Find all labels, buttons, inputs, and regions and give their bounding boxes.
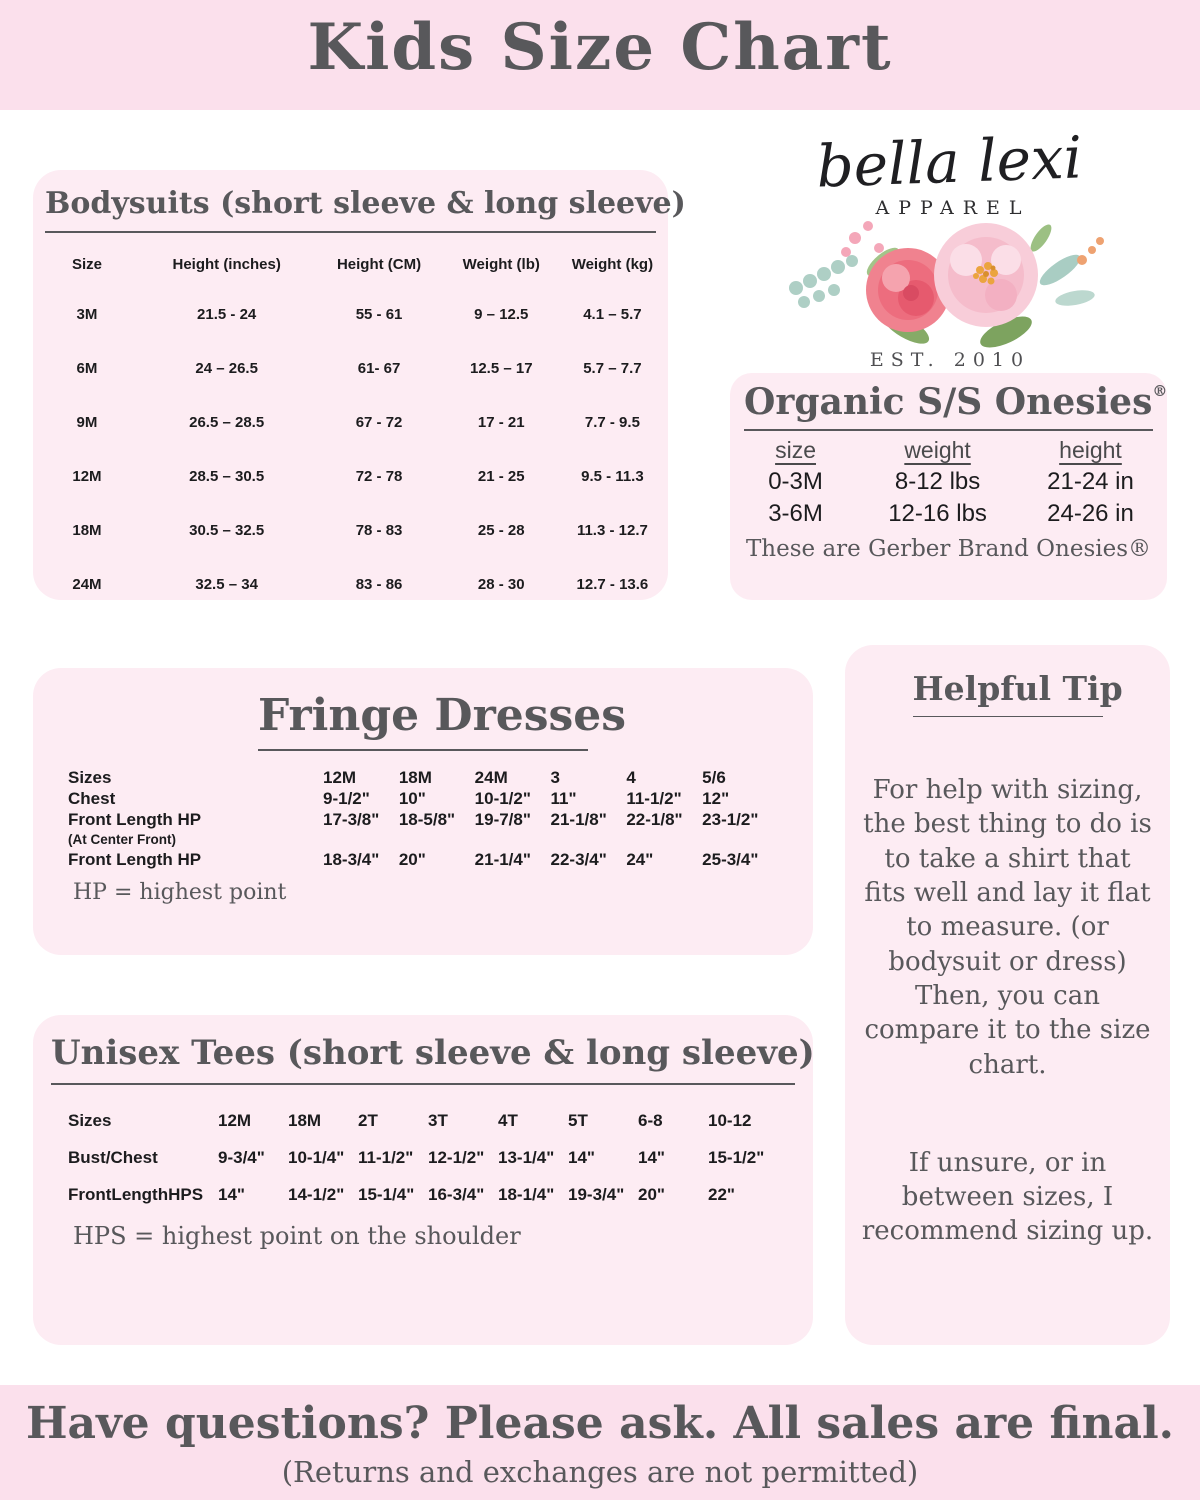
row-label: Front Length HP xyxy=(68,810,202,829)
table-cell: 22-3/4" xyxy=(550,850,607,869)
table-cell: 9M xyxy=(76,413,98,431)
table-cell: 18-3/4" xyxy=(323,850,380,869)
table-cell: 30.5 – 32.5 xyxy=(189,521,265,539)
table-row xyxy=(68,830,778,849)
fringe-dresses-section xyxy=(33,668,813,955)
table-cell: 83 - 86 xyxy=(355,575,403,593)
table-cell: 4T xyxy=(498,1111,518,1130)
table-cell: 3 xyxy=(550,768,560,787)
helpful-tip-paragraph: If unsure, or in between sizes, I recommend sizing up. xyxy=(861,1147,1154,1247)
table-cell: 12" xyxy=(702,789,730,808)
table-cell: 24M xyxy=(72,575,102,593)
bodysuits-section xyxy=(33,170,686,600)
bodysuits-table xyxy=(33,241,668,611)
registered-mark: ® xyxy=(1152,382,1168,400)
footer-submessage: (Returns and exchanges are not permitted) xyxy=(281,1455,919,1489)
helpful-tip-title: Helpful Tip xyxy=(913,669,1103,717)
column-header: Height (inches) xyxy=(172,255,281,273)
table-cell: 11.3 - 12.7 xyxy=(576,521,648,539)
table-cell: 14" xyxy=(568,1148,595,1167)
table-cell: 22" xyxy=(708,1185,735,1204)
table-cell: 23-1/2" xyxy=(702,810,759,829)
table-cell: 11-1/2" xyxy=(358,1148,414,1167)
table-cell: 19-3/4" xyxy=(568,1185,625,1204)
table-cell: 7.7 - 9.5 xyxy=(584,413,640,431)
table-cell: 26.5 – 28.5 xyxy=(189,413,265,431)
flower-illustration xyxy=(789,221,1104,354)
fringe-note: HP = highest point xyxy=(73,880,287,905)
table-cell: 12-1/2" xyxy=(428,1148,485,1167)
table-cell: 18-1/4" xyxy=(498,1185,555,1204)
tees-table xyxy=(68,1111,778,1205)
table-cell: 18M xyxy=(398,768,432,787)
onesies-note: These are Gerber Brand Onesies® xyxy=(745,536,1152,562)
table-cell: 12-16 lbs xyxy=(888,500,987,527)
table-cell: 14" xyxy=(218,1185,245,1204)
table-cell: 12.5 – 17 xyxy=(470,359,533,377)
table-row xyxy=(68,788,778,809)
table-cell: 24-26 in xyxy=(1047,500,1134,527)
table-cell: 17-3/8" xyxy=(323,810,380,829)
helpful-tip-paragraph: For help with sizing, the best thing to do is to take a shirt that fits well and lay it flat to measure. (or bodysuit or dress) Then, you can compare it to the size chart. xyxy=(863,775,1152,1080)
fringe-title: Fringe Dresses xyxy=(258,690,588,751)
column-header: Weight (kg) xyxy=(571,255,654,273)
table-cell: 14-1/2" xyxy=(288,1185,345,1204)
row-label: Sizes xyxy=(68,1111,112,1130)
table-cell: 5.7 – 7.7 xyxy=(583,359,642,377)
table-row xyxy=(68,1148,778,1168)
column-header: weight xyxy=(904,437,971,463)
table-cell: 5T xyxy=(568,1111,588,1130)
table-cell: 10-1/4" xyxy=(288,1148,345,1167)
row-label: Sizes xyxy=(68,768,112,787)
table-cell: 22-1/8" xyxy=(626,810,683,829)
table-cell: 21-1/8" xyxy=(550,810,607,829)
row-label: Front Length HP xyxy=(68,850,202,869)
table-cell: 21.5 - 24 xyxy=(197,305,257,323)
table-cell: 17 - 21 xyxy=(477,413,525,431)
tees-note: HPS = highest point on the shoulder xyxy=(73,1222,521,1250)
column-header: Size xyxy=(71,255,102,273)
table-cell: 21 - 25 xyxy=(477,467,525,485)
brand-name: bella lexi xyxy=(815,123,1084,201)
table-row xyxy=(68,809,778,830)
table-cell: 78 - 83 xyxy=(355,521,403,539)
table-cell: 10" xyxy=(398,789,426,808)
table-cell: 9.5 - 11.3 xyxy=(581,467,644,485)
table-cell: 6-8 xyxy=(638,1111,663,1130)
table-cell: 28 - 30 xyxy=(477,575,525,593)
table-row xyxy=(68,849,778,870)
fringe-table xyxy=(68,767,778,870)
column-header: Weight (lb) xyxy=(462,255,540,273)
table-cell: 21-1/4" xyxy=(474,850,531,869)
tees-title: Unisex Tees (short sleeve & long sleeve) xyxy=(51,1033,795,1085)
table-cell: 8-12 lbs xyxy=(894,468,981,495)
table-cell: 12M xyxy=(218,1111,252,1130)
table-cell: 24 – 26.5 xyxy=(195,359,258,377)
table-cell: 9 – 12.5 xyxy=(474,305,529,323)
table-cell: 18M xyxy=(72,521,102,539)
onesies-section xyxy=(730,373,1167,600)
table-cell: 12M xyxy=(323,768,357,787)
helpful-tip-section xyxy=(845,645,1170,1345)
table-cell: 10-1/2" xyxy=(474,789,531,808)
table-row xyxy=(68,1185,778,1205)
table-cell: 9-1/2" xyxy=(323,789,370,808)
table-cell: 25 - 28 xyxy=(477,521,525,539)
table-cell: 13-1/4" xyxy=(498,1148,555,1167)
table-cell: 19-7/8" xyxy=(474,810,531,829)
column-header: height xyxy=(1059,437,1122,463)
table-cell: 14" xyxy=(638,1148,665,1167)
table-cell: 18-5/8" xyxy=(398,810,456,829)
table-cell: 9-3/4" xyxy=(218,1148,265,1167)
table-cell: 10-12 xyxy=(708,1111,752,1130)
table-cell: 11-1/2" xyxy=(626,789,682,808)
table-cell: 12M xyxy=(72,467,102,485)
table-cell: 4 xyxy=(626,768,636,787)
table-cell: 67 - 72 xyxy=(355,413,403,431)
table-cell: 4.1 – 5.7 xyxy=(583,305,642,323)
row-label: (At Center Front) xyxy=(68,832,176,847)
brand-logo-graphic xyxy=(758,110,1143,375)
row-label: Bust/Chest xyxy=(68,1148,158,1167)
table-cell: 25-3/4" xyxy=(702,850,759,869)
brand-subtitle: APPAREL xyxy=(875,197,1031,219)
table-cell: 5/6 xyxy=(702,768,726,787)
table-cell: 15-1/2" xyxy=(708,1148,765,1167)
table-row xyxy=(68,767,778,788)
table-cell: 3M xyxy=(76,305,98,323)
brand-logo xyxy=(758,110,1143,375)
table-cell: 24M xyxy=(474,768,508,787)
table-cell: 28.5 – 30.5 xyxy=(189,467,265,485)
table-cell: 18M xyxy=(288,1111,322,1130)
table-cell: 12.7 - 13.6 xyxy=(576,575,649,593)
brand-established: EST. 2010 xyxy=(869,349,1031,371)
column-header: size xyxy=(775,437,816,463)
table-cell: 11" xyxy=(550,789,577,808)
table-cell: 6M xyxy=(76,359,98,377)
table-row xyxy=(68,1111,778,1131)
onesies-table xyxy=(730,437,1167,528)
row-label: FrontLengthHPS xyxy=(68,1185,204,1204)
table-cell: 55 - 61 xyxy=(355,305,403,323)
table-cell: 2T xyxy=(358,1111,378,1130)
row-label: Chest xyxy=(68,789,116,808)
table-cell: 0-3M xyxy=(768,468,823,495)
bodysuits-title: Bodysuits (short sleeve & long sleeve) xyxy=(45,186,656,233)
column-header: Height (CM) xyxy=(336,255,422,273)
unisex-tees-section xyxy=(33,1015,813,1345)
footer-message: Have questions? Please ask. All sales are final. xyxy=(25,1398,1175,1449)
table-cell: 3-6M xyxy=(768,500,823,527)
table-cell: 16-3/4" xyxy=(428,1185,485,1204)
table-cell: 3T xyxy=(428,1111,448,1130)
table-cell: 20" xyxy=(398,850,426,869)
table-cell: 15-1/4" xyxy=(358,1185,415,1204)
page-title: Kids Size Chart xyxy=(307,10,893,85)
table-cell: 21-24 in xyxy=(1047,468,1134,495)
table-cell: 20" xyxy=(638,1185,665,1204)
table-cell: 32.5 – 34 xyxy=(195,575,258,593)
table-cell: 72 - 78 xyxy=(355,467,403,485)
table-cell: 24" xyxy=(626,850,654,869)
table-cell: 61- 67 xyxy=(357,359,401,377)
onesies-title-text: Organic S/S Onesies xyxy=(744,381,1153,423)
onesies-title xyxy=(744,381,1168,431)
